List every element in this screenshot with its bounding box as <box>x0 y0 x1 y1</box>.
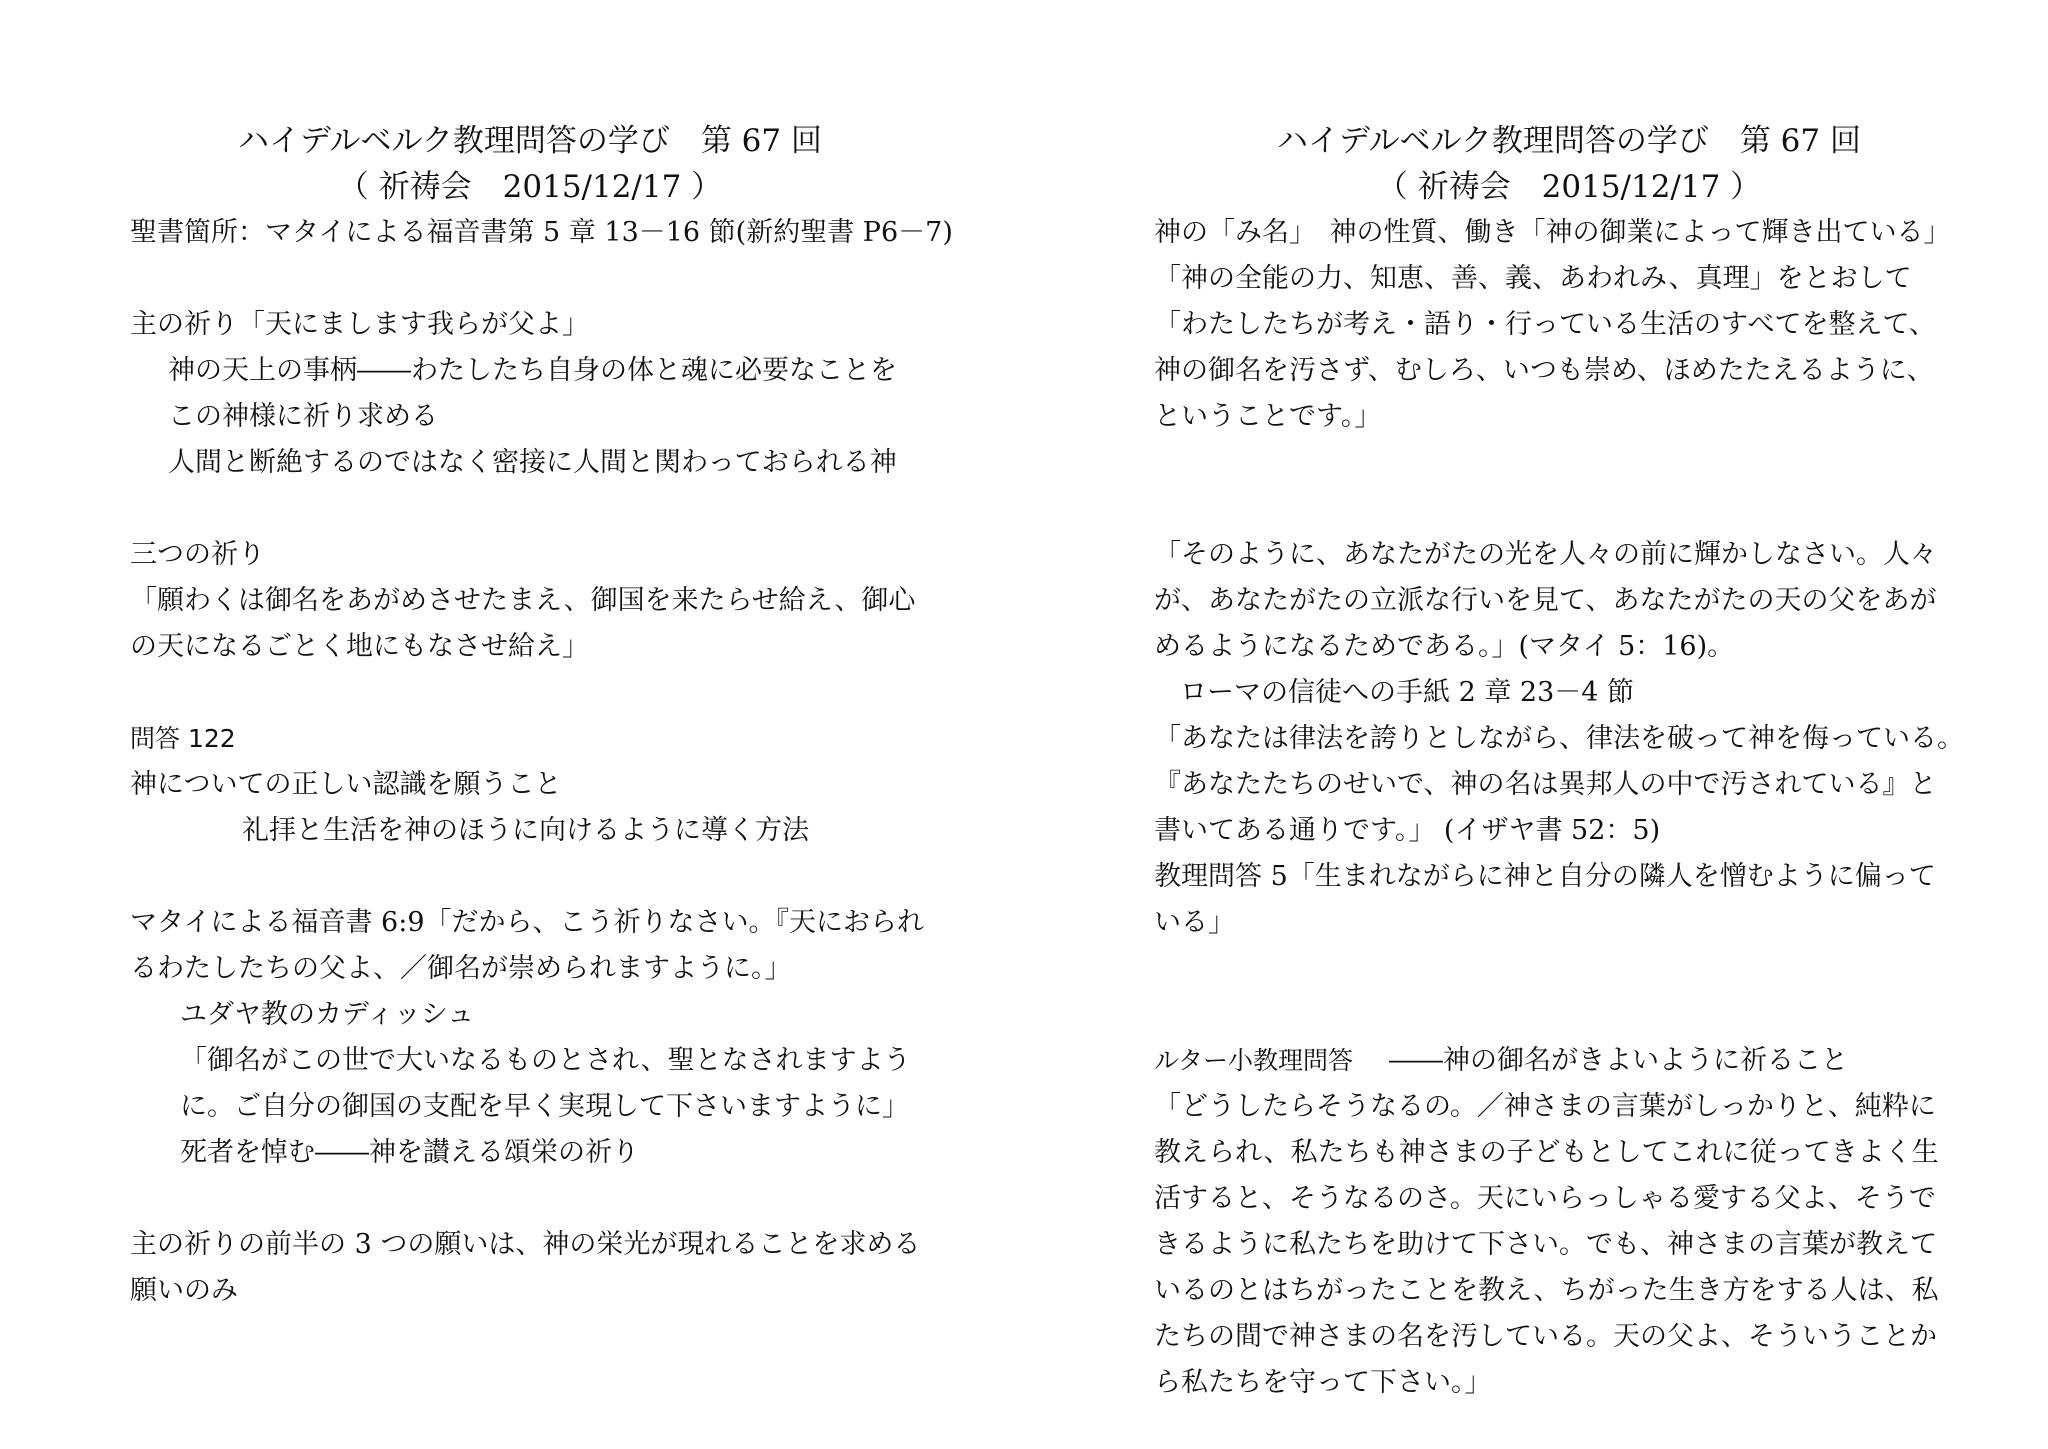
text-line: 三つの祈り <box>130 539 265 570</box>
text-line: 礼拝と生活を神のほうに向けるように導く方法 <box>242 815 809 846</box>
text-line: この神様に祈り求める <box>168 401 438 432</box>
right-title: ハイデルベルク教理問答の学び 第 67 回 <box>1277 123 1861 159</box>
text-line: ということです。」 <box>1154 401 1382 432</box>
text-line: たちの間で神さまの名を汚している。天の父よ、そういうことか <box>1154 1321 1937 1352</box>
text-line: 教えられ、私たちも神さまの子どもとしてこれに従ってきよく生 <box>1154 1137 1939 1168</box>
text-line: が、あなたがたの立派な行いを見て、あなたがたの天の父をあが <box>1154 585 1937 616</box>
text-line: 死者を悼む――神を讃える頌栄の祈り <box>180 1137 639 1168</box>
text-line: 神の御名を汚さず、むしろ、いつも崇め、ほめたたえるように、 <box>1154 355 1934 386</box>
right-page <box>1024 0 2048 1449</box>
section-heading: ルター小教理問答 <box>1154 1046 1354 1075</box>
text-line: めるようになるためである。」(マタイ 5：16)。 <box>1154 631 1735 662</box>
text-line: 神の天上の事柄――わたしたち自身の体と魂に必要なことを <box>168 355 897 386</box>
text-line: 人間と断絶するのではなく密接に人間と関わっておられる神 <box>168 447 897 478</box>
spacer <box>130 486 930 532</box>
section-heading: 問答 122 <box>130 724 236 753</box>
spacer <box>1154 486 1984 532</box>
spacer <box>1154 946 1984 992</box>
right-page-body <box>1154 118 1984 1406</box>
text-line: 「あなたは律法を誇りとしながら、律法を破って神を侮っている。 <box>1154 723 1964 754</box>
scripture-reference: 聖書箇所：マタイによる福音書第 5 章 13－16 節(新約聖書 P6－7) <box>130 217 953 248</box>
text-line: 主の祈り「天にまします我らが父よ」 <box>130 309 589 340</box>
spacer <box>130 854 930 900</box>
spacer <box>1154 992 1984 1038</box>
text-line: 活すると、そうなるのさ。天にいらっしゃる愛する父よ、そうで <box>1154 1183 1936 1214</box>
spacer <box>130 256 930 302</box>
right-subtitle: （ 祈祷会 2015/12/17 ） <box>1376 169 1762 205</box>
left-subtitle: （ 祈祷会 2015/12/17 ） <box>337 169 723 205</box>
left-page-body <box>130 118 953 1314</box>
text-line: 「願わくは御名をあがめさせたまえ、御国を来たらせ給え、御心 <box>130 585 916 616</box>
text-line: 願いのみ <box>130 1275 238 1306</box>
heading-tail: ――神の御名がきよいように祈ること <box>1389 1045 1849 1076</box>
text-line: ユダヤ教のカディッシュ <box>180 999 475 1030</box>
text-line: 「どうしたらそうなるの。／神さまの言葉がしっかりと、純粋に <box>1154 1091 1936 1122</box>
text-line: の天になるごとく地にもなさせ給え」 <box>130 631 589 662</box>
text-line: 『あなたたちのせいで、神の名は異邦人の中で汚されている』と <box>1154 769 1937 800</box>
text-line: いるのとはちがったことを教え、ちがった生き方をする人は、私 <box>1154 1275 1939 1306</box>
text-line: 神の「み名」 神の性質、働き「神の御業によって輝き出ている」 <box>1154 217 1951 248</box>
text-line: 「御名がこの世で大いなるものとされ、聖となされますよう <box>180 1045 911 1076</box>
text-line: るわたしたちの父よ、／御名が崇められますように。」 <box>130 953 792 984</box>
luther-heading-line <box>1154 1038 1984 1084</box>
spacer <box>130 1176 930 1222</box>
spacer <box>130 670 930 716</box>
text-line: 教理問答 5「生まれながらに神と自分の隣人を憎むように偏って <box>1154 861 1936 892</box>
text-line: マタイによる福音書 6:9「だから、こう祈りなさい。『天におられ <box>130 907 924 938</box>
text-line: ら私たちを守って下さい。」 <box>1154 1367 1492 1398</box>
text-line: きるように私たちを助けて下さい。でも、神さまの言葉が教えて <box>1154 1229 1937 1260</box>
spacer <box>1154 440 1984 486</box>
text-line: 書いてある通りです。」 (イザヤ書 52：5) <box>1154 815 1661 846</box>
text-line: 「神の全能の力、知恵、善、義、あわれみ、真理」をとおして <box>1154 263 1912 294</box>
text-line: 「わたしたちが考え・語り・行っている生活のすべてを整えて、 <box>1154 309 1936 340</box>
text-line: いる」 <box>1154 907 1235 938</box>
text-line: 主の祈りの前半の 3 つの願いは、神の栄光が現れることを求める <box>130 1229 921 1260</box>
text-line: 神についての正しい認識を願うこと <box>130 769 562 800</box>
text-line: に。ご自分の御国の支配を早く実現して下さいますように」 <box>180 1091 909 1122</box>
text-line: 「そのように、あなたがたの光を人々の前に輝かしなさい。人々 <box>1154 539 1937 570</box>
text-line: ローマの信徒への手紙 2 章 23－4 節 <box>1180 677 1635 708</box>
left-title: ハイデルベルク教理問答の学び 第 67 回 <box>238 123 822 159</box>
